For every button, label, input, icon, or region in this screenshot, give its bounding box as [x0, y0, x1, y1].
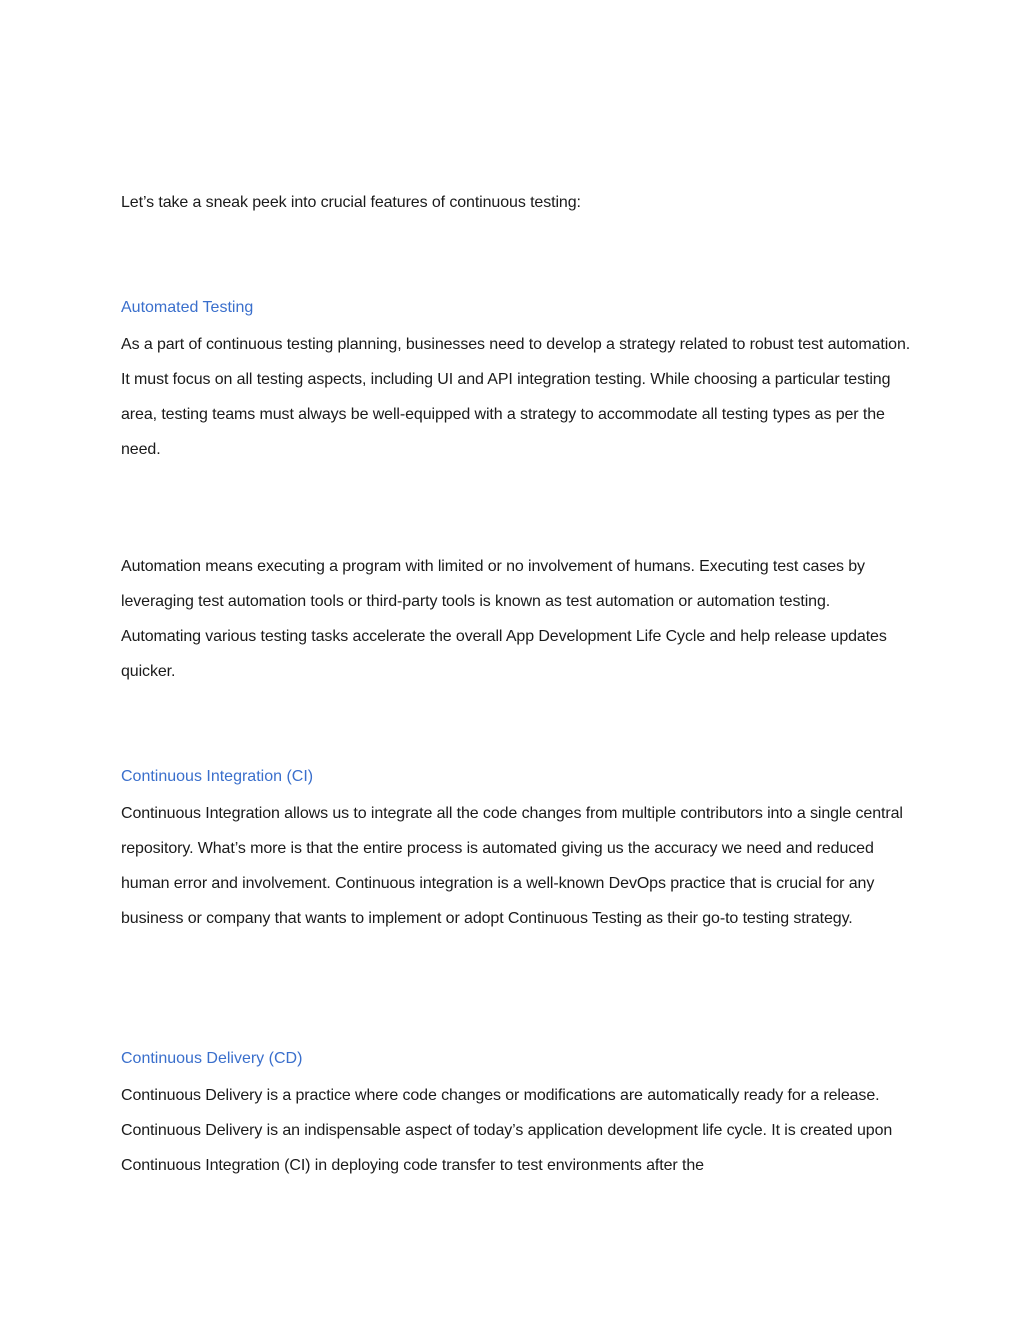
automated-testing-paragraph-1: As a part of continuous testing planning, businesses need to develop a strategy related to robust test automation. It must focus on all testing aspects, including UI and API integration testing. While choosing a particular testing area, testing teams must always be well-equipped with a strategy to accommodate all testing types as per the need. [121, 336, 911, 458]
continuous-integration-paragraph: Continuous Integration allows us to integrate all the code changes from multiple contributors into a single central repository. What’s more is that the entire process is automated giving us the accuracy we need and reduced human error and involvement. Continuous integration is a well-known DevOps practice that is crucial for any business or company that wants to implement or adopt Continuous Testing as their go-to testing strategy. [121, 805, 903, 927]
continuous-delivery-paragraph: Continuous Delivery is a practice where code changes or modifications are automatically ready for a release. Continuous Delivery is an indispensable aspect of today’s application development life cycle. It is created upon Continuous Integration (CI) in deploying code transfer to test environments after the [121, 1087, 893, 1174]
section-heading-continuous-integration: Continuous Integration (CI) [121, 768, 314, 785]
automated-testing-paragraph-2: Automation means executing a program with limited or no involvement of humans. Executing test cases by leveraging test automation tools or third-party tools is known as test automation or automation testing. Automating various testing tasks accelerate the overall App Development Life Cycle and help release updates quicker. [121, 558, 887, 680]
section-heading-continuous-delivery: Continuous Delivery (CD) [121, 1050, 303, 1067]
section-heading-automated-testing: Automated Testing [121, 299, 254, 316]
intro-paragraph: Let’s take a sneak peek into crucial features of continuous testing: [121, 194, 581, 211]
